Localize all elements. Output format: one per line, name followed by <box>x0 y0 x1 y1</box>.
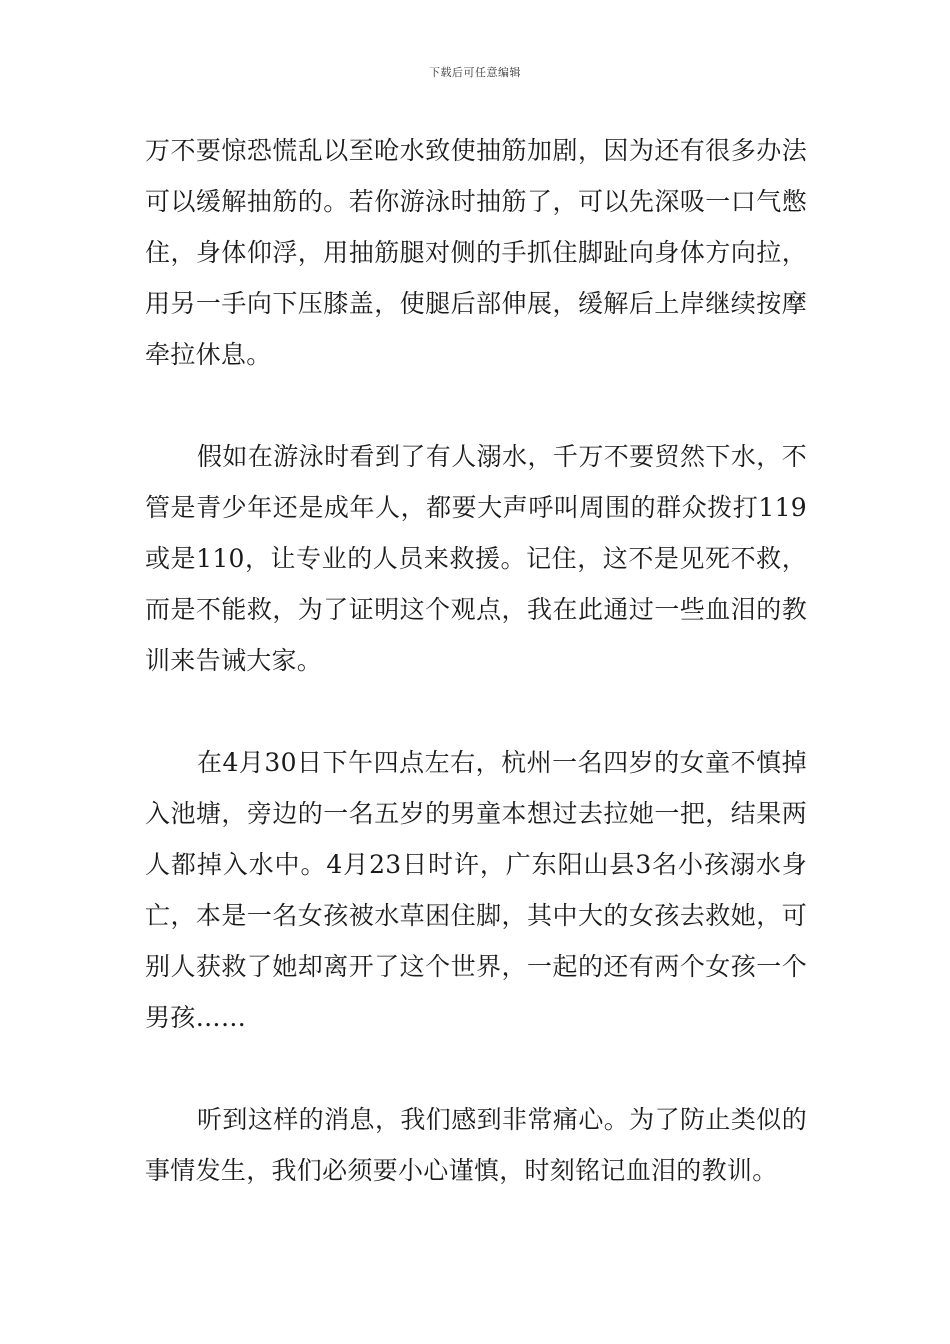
paragraph-cramp-relief: 万不要惊恐慌乱以至呛水致使抽筋加剧，因为还有很多办法可以缓解抽筋的。若你游泳时抽筋了，可以先深吸一口气憋住，身体仰浮，用抽筋腿对侧的手抓住脚趾向身体方向拉，用另一手向下压膝盖，使腿后部伸展，缓解后上岸继续按摩牵拉休息。 <box>145 136 807 369</box>
document-body <box>145 125 807 1196</box>
paragraph-rescue-advice: 假如在游泳时看到了有人溺水，千万不要贸然下水，不管是青少年还是成年人，都要大声呼叫周围的群众拨打119或是110，让专业的人员来救援。记住，这不是见死不救，而是不能救，为了证明这个观点，我在此通过一些血泪的教训来告诫大家。 <box>145 442 807 675</box>
page-header: 下载后可任意编辑 <box>429 66 521 79</box>
paragraph-conclusion: 听到这样的消息，我们感到非常痛心。为了防止类似的事情发生，我们必须要小心谨慎，时刻铭记血泪的教训。 <box>145 1105 807 1185</box>
paragraph-incident-reports: 在4月30日下午四点左右，杭州一名四岁的女童不慎掉入池塘，旁边的一名五岁的男童本想过去拉她一把，结果两人都掉入水中。4月23日时许，广东阳山县3名小孩溺水身亡，本是一名女孩被水草困住脚，其中大的女孩去救她，可别人获救了她却离开了这个世界，一起的还有两个女孩一个男孩…… <box>145 748 807 1032</box>
